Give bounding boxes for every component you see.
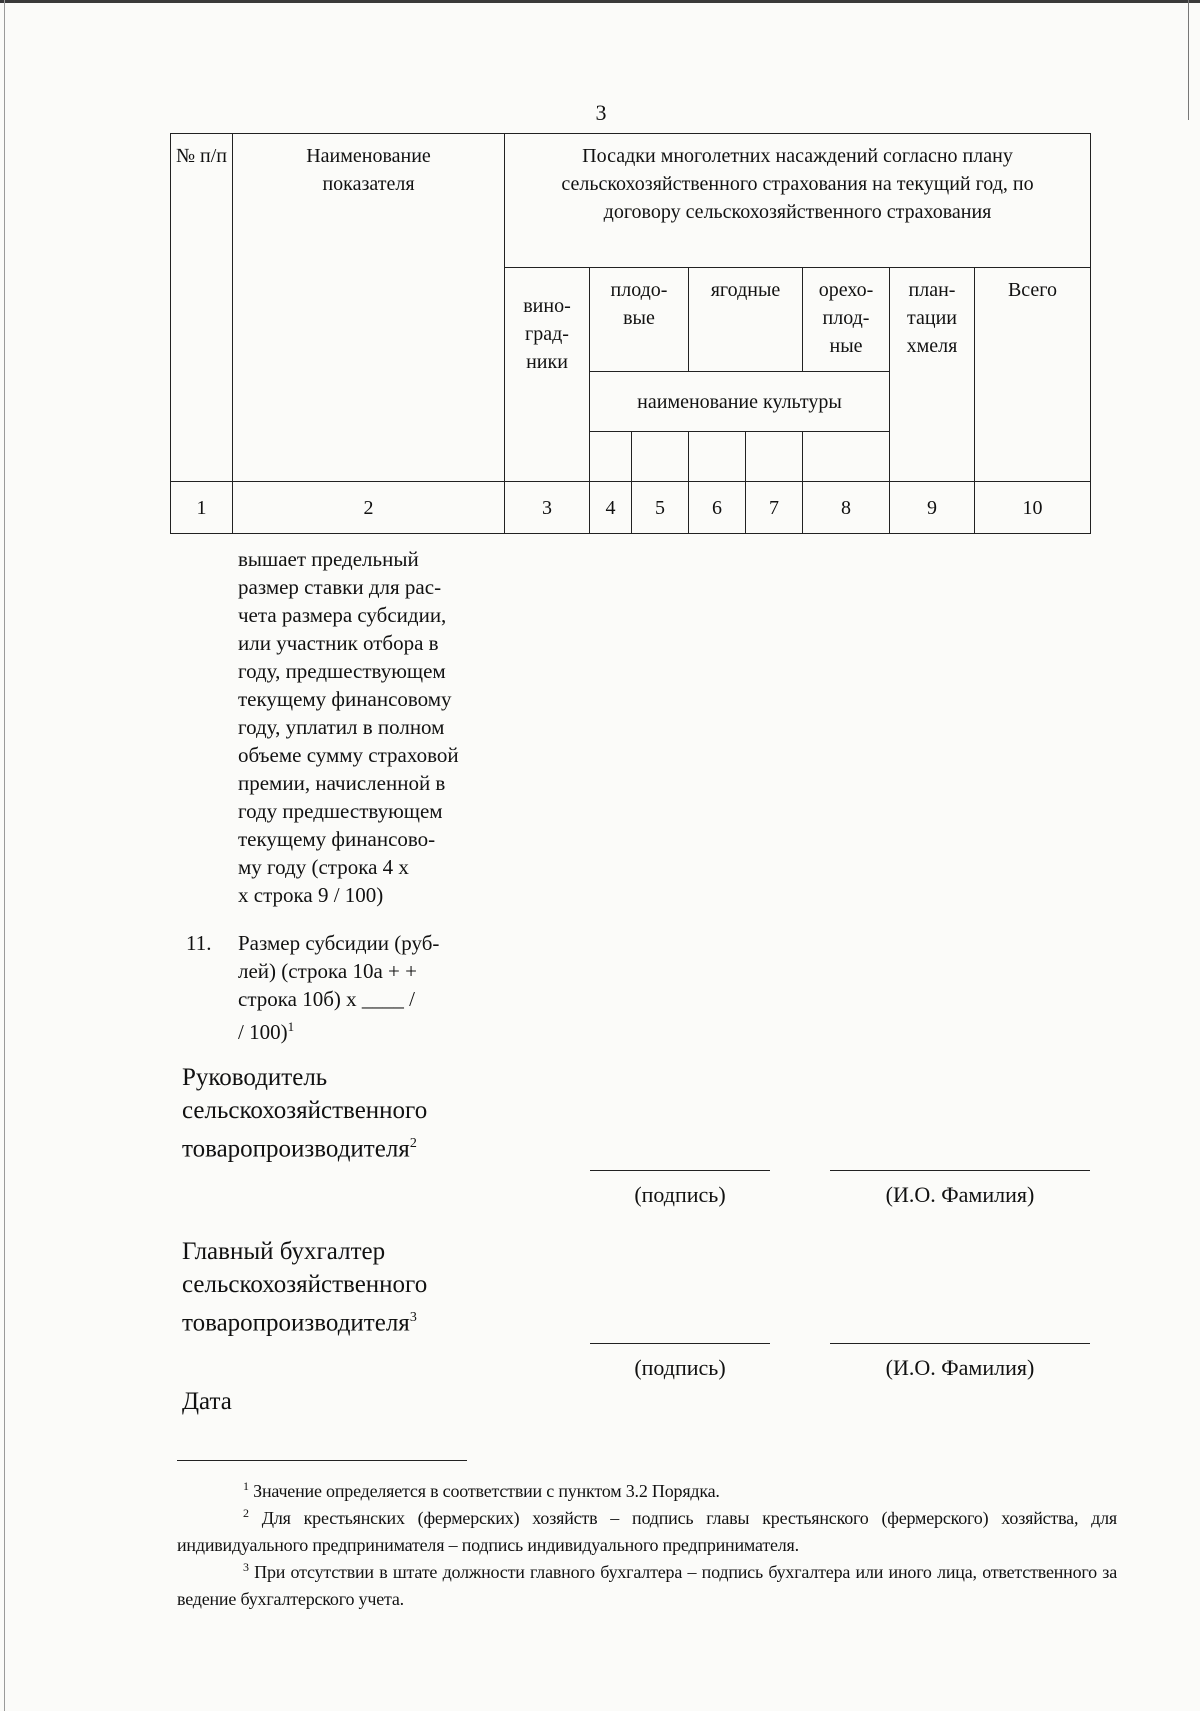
scan-edge-top <box>0 0 1200 3</box>
header-planting-group: Посадки многолетних насаждений согласно плану сельскохозяйственного страхования на текущий год, по договору сельскохозяйственного страхования <box>505 134 1091 268</box>
column-number-8: 8 <box>803 482 890 534</box>
header-culture-name: наименование культуры <box>590 372 890 432</box>
culture-cell-5 <box>632 432 689 482</box>
signatory-line: товаропроизводителя$^2$ <box>182 1135 417 1163</box>
column-number-5: 5 <box>632 482 689 534</box>
row-11-line: строка 10б) х ____ / <box>238 987 415 1011</box>
row-10-line: размер ставки для рас- <box>238 575 442 599</box>
row-10-line: объеме сумму страховой <box>238 743 459 767</box>
column-number-6: 6 <box>689 482 746 534</box>
header-total: Всего <box>975 268 1091 482</box>
row-11-text <box>238 929 439 1046</box>
row-10-line: вышает предельный <box>238 547 419 571</box>
column-number-3: 3 <box>505 482 590 534</box>
header-hops: план-тации хмеля <box>890 268 975 482</box>
header-fruit: плодо-вые <box>590 268 689 372</box>
column-number-1: 1 <box>171 482 233 534</box>
footnote-mark: 3 <box>409 1310 417 1325</box>
page-number: 3 <box>595 100 607 125</box>
head-signatory-label <box>182 1061 427 1165</box>
row-10-line: му году (строка 4 х <box>238 855 409 879</box>
column-number-2: 2 <box>233 482 505 534</box>
header-no: № п/п <box>171 134 233 482</box>
head-signature-line <box>590 1170 770 1171</box>
culture-cell-6 <box>689 432 746 482</box>
head-signature-caption: (подпись) <box>634 1182 726 1207</box>
row-10-line: году предшествующем <box>238 799 443 823</box>
footnote-mark: 1 <box>243 1479 249 1493</box>
footnote-mark: 1 <box>287 1019 295 1034</box>
culture-cell-7 <box>746 432 803 482</box>
head-name-caption: (И.О. Фамилия) <box>885 1182 1035 1207</box>
footnote-3: $^3$ При отсутствии в штате должности главного бухгалтера – подпись бухгалтера или иного лица, ответственного за ведение бухгалтерского учета. <box>177 1560 1117 1609</box>
header-nut: орехо-плод-ные <box>803 268 890 372</box>
footnote-mark: 3 <box>243 1560 249 1574</box>
column-number-10: 10 <box>975 482 1091 534</box>
row-10-line: текущему финансовому <box>238 687 452 711</box>
culture-cell-8 <box>803 432 890 482</box>
row-10-line: году, предшествующем <box>238 659 446 683</box>
date-label: Дата <box>182 1388 232 1415</box>
row-11-line: лей) (строка 10а + + <box>238 959 417 983</box>
footnote-1: $^1$ Значение определяется в соответствии с пунктом 3.2 Порядка. <box>243 1479 720 1501</box>
signatory-line: сельскохозяйственного <box>182 1097 428 1124</box>
footnote-mark: 2 <box>409 1136 417 1151</box>
row-11-line: / 100)$^1$ <box>238 1019 295 1044</box>
row-10-line: чета размера субсидии, <box>238 603 447 627</box>
accountant-signature-caption: (подпись) <box>634 1355 726 1380</box>
row-10-line: х строка 9 / 100) <box>238 883 384 907</box>
signatory-line: Руководитель <box>182 1064 328 1091</box>
row-11-number: 11. <box>186 931 212 955</box>
head-name-line <box>830 1170 1090 1171</box>
culture-cell-4 <box>590 432 632 482</box>
row-10-line: или участник отбора в <box>238 631 439 655</box>
column-number-4: 4 <box>590 482 632 534</box>
row-10-text <box>238 545 459 909</box>
scan-edge-left <box>4 0 5 1711</box>
accountant-name-line <box>830 1343 1090 1344</box>
crops-table <box>170 133 1091 534</box>
accountant-signature-line <box>590 1343 770 1344</box>
row-10-line: текущему финансово- <box>238 827 436 851</box>
signatory-line: товаропроизводителя$^3$ <box>182 1309 417 1337</box>
footnote-mark: 2 <box>243 1506 249 1520</box>
footnote-separator <box>177 1460 467 1461</box>
footnote-2: $^2$ Для крестьянских (фермерских) хозяйств – подпись главы крестьянского (фермерского) хозяйства, для индивидуального предпринимателя – подпись индивидуального предпринимателя. <box>177 1506 1117 1555</box>
header-berry: ягодные <box>689 268 803 372</box>
row-10-line: премии, начисленной в <box>238 771 446 795</box>
column-number-9: 9 <box>890 482 975 534</box>
column-number-7: 7 <box>746 482 803 534</box>
header-vineyards: вино-град-ники <box>505 268 590 482</box>
signatory-line: сельскохозяйственного <box>182 1271 428 1298</box>
accountant-name-caption: (И.О. Фамилия) <box>885 1355 1035 1380</box>
row-10-line: году, уплатил в полном <box>238 715 445 739</box>
row-11-line: Размер субсидии (руб- <box>238 931 440 955</box>
header-indicator-name: Наименование показателя <box>233 134 505 482</box>
chief-accountant-label <box>182 1235 427 1339</box>
signatory-line: Главный бухгалтер <box>182 1238 386 1265</box>
